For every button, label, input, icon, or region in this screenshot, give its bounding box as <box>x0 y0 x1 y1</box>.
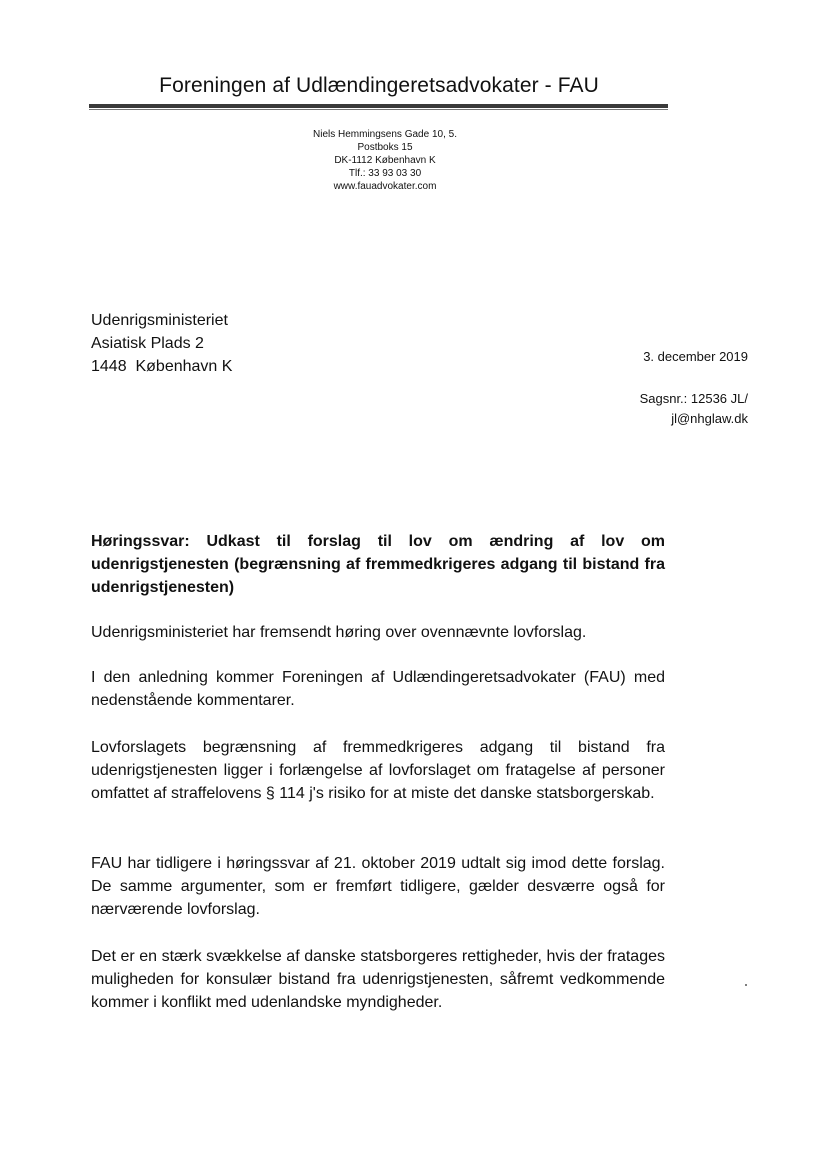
sender-city: DK-1112 København K <box>334 155 436 166</box>
sender-address <box>0 128 770 193</box>
case-number: Sagsnr.: 12536 JL/ <box>639 391 748 406</box>
recipient-name: Udenrigsministeriet <box>91 312 228 329</box>
recipient-city: 1448 København K <box>91 358 233 375</box>
sender-street: Niels Hemmingsens Gade 10, 5. <box>313 129 457 140</box>
case-reference <box>640 389 748 429</box>
organization-title: Foreningen af Udlændingeretsadvokater - FAU <box>159 74 599 97</box>
sender-website: www.fauadvokater.com <box>333 181 437 192</box>
body-paragraph: I den anledning kommer Foreningen af Udlændingeretsadvokater (FAU) med nedenstående kommentarer. <box>91 669 665 709</box>
letter-date: 3. december 2019 <box>643 349 748 364</box>
body-paragraph: Udenrigsministeriet har fremsendt høring over ovennævnte lovforslag. <box>91 624 587 641</box>
letter-subject: Høringssvar: Udkast til forslag til lov om ændring af lov om udenrigstjenesten (begrænsning af fremmedkrigeres adgang til bistand fra udenrigstjenesten) <box>91 533 665 596</box>
recipient-address <box>91 309 232 378</box>
recipient-street: Asiatisk Plads 2 <box>91 335 204 352</box>
body-paragraph: Lovforslagets begrænsning af fremmedkrigeres adgang til bistand fra udenrigstjenesten ligger i forlængelse af lovforslaget om fratagelse af personer omfattet af straffelovens § 114 j's risiko for at miste det danske statsborgerskab. <box>91 739 665 802</box>
header-rule-thin <box>89 109 668 110</box>
header-rule-thick <box>89 104 668 108</box>
body-paragraph: FAU har tidligere i høringssvar af 21. oktober 2019 udtalt sig imod dette forslag. De samme argumenter, som er fremført tidligere, gælder desværre også for nærværende lovforslag. <box>91 855 665 918</box>
sender-pobox: Postboks 15 <box>357 142 413 153</box>
contact-email: jl@nhglaw.dk <box>671 411 748 426</box>
body-paragraph: Det er en stærk svækkelse af danske statsborgeres rettigheder, hvis der fratages muligheden for konsulær bistand fra udenrigstjenesten, såfremt vedkommende kommer i konflikt med udenlandske myndigheder. <box>91 948 665 1011</box>
sender-phone: Tlf.: 33 93 03 30 <box>348 168 422 179</box>
scan-speck <box>745 984 747 986</box>
